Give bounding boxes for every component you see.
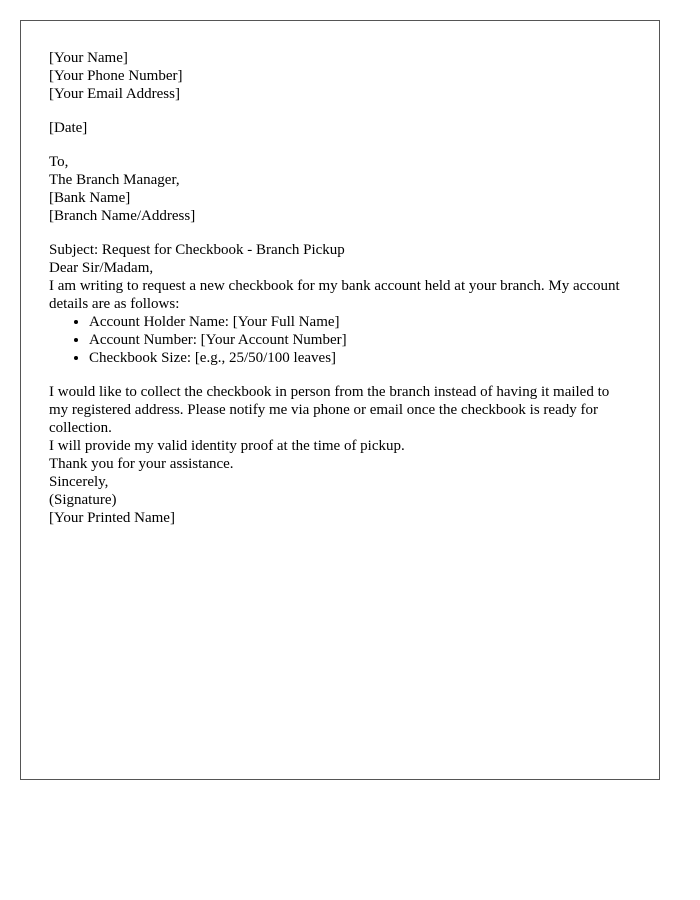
recipient-to: To, <box>49 154 69 170</box>
list-item: • Checkbook Size: [e.g., 25/50/100 leaves] <box>89 349 631 367</box>
printed-name: [Your Printed Name] <box>49 510 175 526</box>
signature-block <box>49 491 631 527</box>
sender-email: [Your Email Address] <box>49 86 180 102</box>
date-block <box>49 119 631 137</box>
pickup-paragraph: I would like to collect the checkbook in person from the branch instead of having it mailed to my registered address. Please notify me via phone or email once the checkbook is ready for collection. <box>49 384 610 436</box>
sender-name: [Your Name] <box>49 50 128 66</box>
list-item: • Account Holder Name: [Your Full Name] <box>89 313 631 331</box>
account-details-list <box>49 313 631 367</box>
recipient-block <box>49 153 631 225</box>
sender-block <box>49 49 631 103</box>
subject-line: Subject: Request for Checkbook - Branch Pickup <box>49 242 345 258</box>
letter-page <box>20 20 660 780</box>
identity-paragraph: I will provide my valid identity proof at the time of pickup. <box>49 438 405 454</box>
valediction: Sincerely, <box>49 474 109 490</box>
letter-date: [Date] <box>49 120 88 136</box>
recipient-title: The Branch Manager, <box>49 172 180 188</box>
intro-paragraph: I am writing to request a new checkbook for my bank account held at your branch. My account details are as follows: <box>49 278 620 312</box>
sender-phone: [Your Phone Number] <box>49 68 183 84</box>
list-item: • Account Number: [Your Account Number] <box>89 331 631 349</box>
salutation: Dear Sir/Madam, <box>49 260 154 276</box>
recipient-bank: [Bank Name] <box>49 190 131 206</box>
signature-placeholder: (Signature) <box>49 492 117 508</box>
thanks-paragraph: Thank you for your assistance. <box>49 456 234 472</box>
recipient-branch: [Branch Name/Address] <box>49 208 196 224</box>
